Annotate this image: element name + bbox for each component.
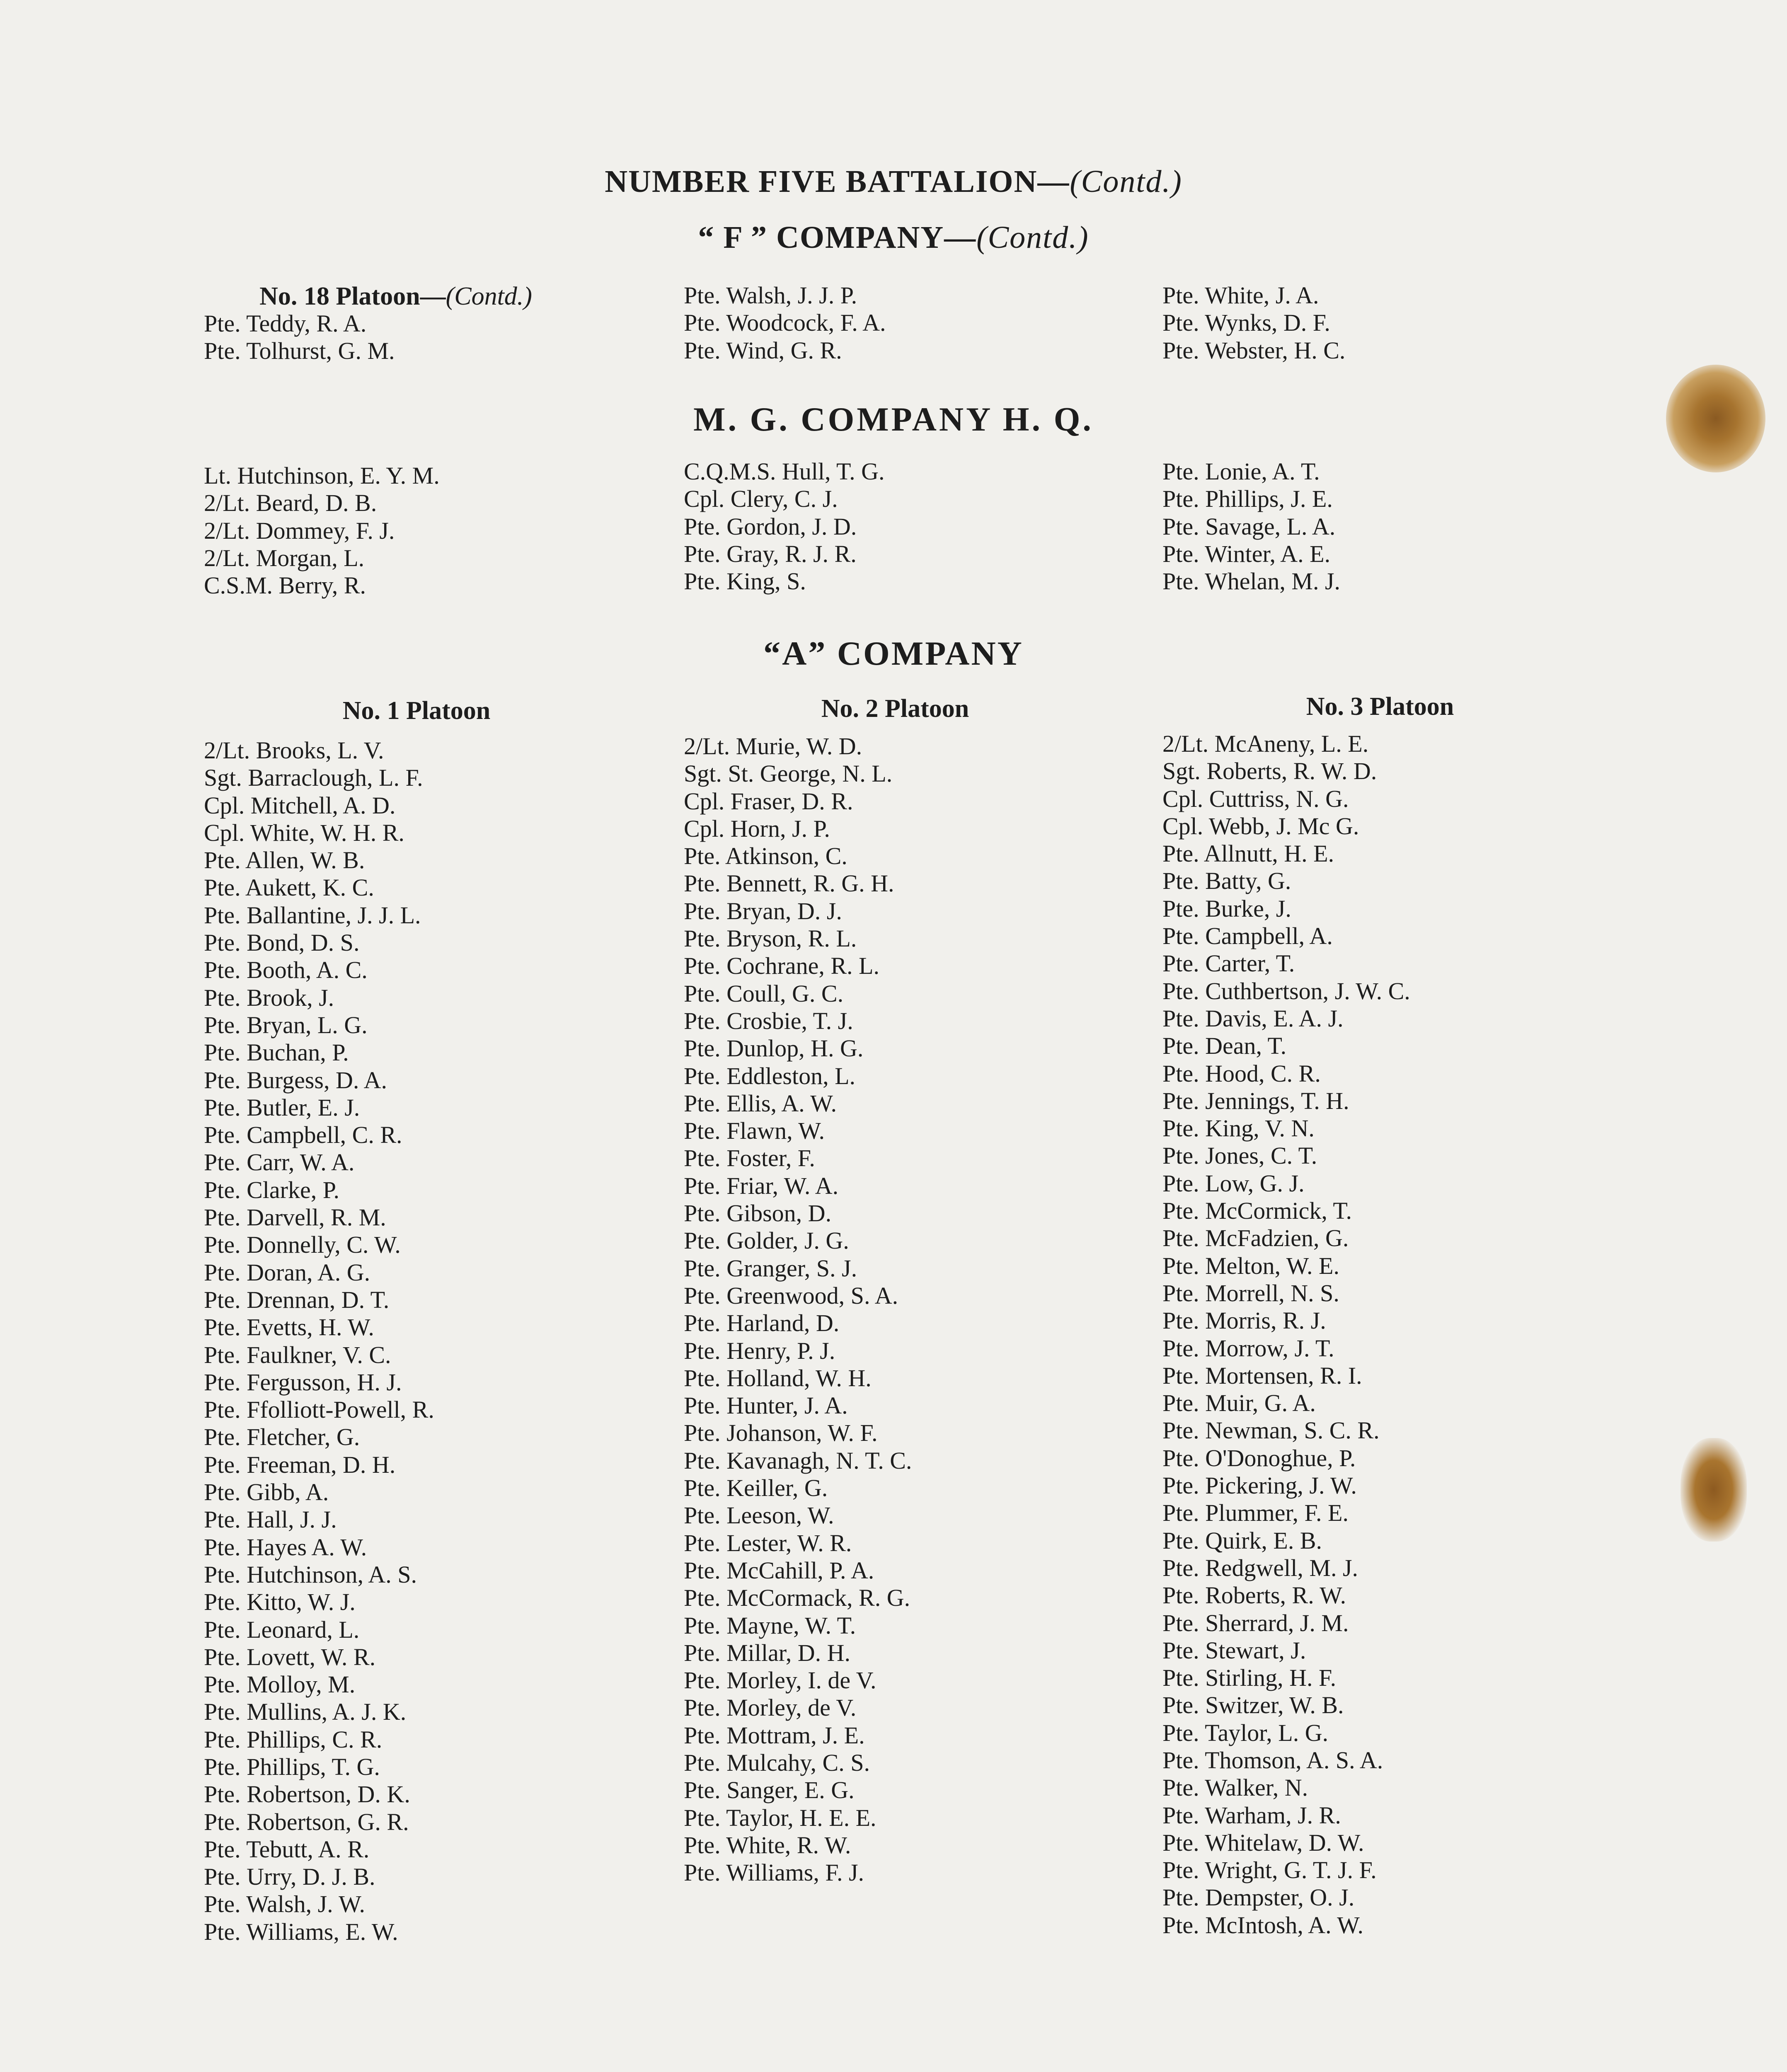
f-company-col1: [204, 310, 395, 365]
roster-entry: Cpl. Cuttriss, N. G.: [1162, 785, 1349, 812]
roster-entry: Pte. Butler, E. J.: [204, 1094, 360, 1121]
roster-entry: Sgt. Roberts, R. W. D.: [1162, 758, 1377, 785]
roster-entry: Pte. Melton, W. E.: [1162, 1252, 1339, 1279]
platoon-2-title: No. 2 Platoon: [821, 695, 969, 723]
roster-entry: Pte. White, R. W.: [684, 1831, 851, 1859]
mg-company-title: M. G. COMPANY H. Q.: [693, 400, 1094, 438]
roster-entry: Pte. Pickering, J. W.: [1162, 1472, 1357, 1499]
roster-entry: Pte. Aukett, K. C.: [204, 874, 374, 901]
roster-entry: Pte. Flawn, W.: [684, 1117, 825, 1145]
roster-entry: Pte. Foster, F.: [684, 1145, 815, 1172]
roster-entry: Pte. Atkinson, C.: [684, 842, 847, 870]
roster-entry: Pte. Gray, R. J. R.: [684, 540, 857, 567]
f-company-col2: [684, 282, 886, 364]
roster-entry: Pte. Whelan, M. J.: [1162, 568, 1341, 595]
roster-entry: Cpl. White, W. H. R.: [204, 819, 404, 846]
roster-entry: 2/Lt. Morgan, L.: [204, 544, 365, 571]
roster-entry: Lt. Hutchinson, E. Y. M.: [204, 462, 440, 489]
roster-entry: Pte. Mottram, J. E.: [684, 1721, 865, 1749]
roster-entry: Pte. Cochrane, R. L.: [684, 952, 879, 980]
roster-entry: Pte. White, J. A.: [1162, 282, 1319, 309]
roster-entry: Pte. Dunlop, H. G.: [684, 1035, 864, 1062]
roster-entry: Cpl. Fraser, D. R.: [684, 787, 853, 815]
roster-entry: Cpl. Mitchell, A. D.: [204, 792, 396, 819]
roster-entry: Pte. Davis, E. A. J.: [1162, 1005, 1344, 1032]
battalion-contd: (Contd.): [1070, 164, 1182, 199]
platoon-3-list: [1162, 730, 1410, 1939]
roster-entry: Cpl. Horn, J. P.: [684, 815, 830, 842]
roster-entry: Pte. Winter, A. E.: [1162, 540, 1331, 567]
roster-entry: Pte. Ffolliott-Powell, R.: [204, 1396, 434, 1423]
roster-entry: Pte. Fergusson, H. J.: [204, 1368, 402, 1396]
roster-entry: Pte. Keiller, G.: [684, 1474, 828, 1502]
roster-entry: Pte. King, S.: [684, 568, 806, 595]
roster-entry: Pte. Lester, W. R.: [684, 1529, 852, 1556]
roster-entry: Pte. Morrell, N. S.: [1162, 1279, 1339, 1307]
roster-entry: Sgt. Barraclough, L. F.: [204, 764, 423, 792]
roster-entry: Pte. Taylor, L. G.: [1162, 1719, 1329, 1746]
roster-entry: Pte. McFadzien, G.: [1162, 1225, 1349, 1252]
roster-entry: Pte. Buchan, P.: [204, 1039, 349, 1066]
roster-entry: Pte. Lovett, W. R.: [204, 1643, 376, 1670]
roster-entry: Pte. Walker, N.: [1162, 1774, 1308, 1801]
roster-entry: Pte. Drennan, D. T.: [204, 1286, 390, 1313]
roster-entry: Pte. Webster, H. C.: [1162, 336, 1346, 364]
roster-entry: Pte. Stirling, H. F.: [1162, 1664, 1337, 1692]
roster-entry: Cpl. Webb, J. Mc G.: [1162, 812, 1359, 840]
roster-entry: Pte. Redgwell, M. J.: [1162, 1554, 1358, 1581]
roster-entry: C.S.M. Berry, R.: [204, 572, 366, 599]
roster-entry: Pte. Johanson, W. F.: [684, 1419, 878, 1447]
roster-entry: Pte. Campbell, A.: [1162, 922, 1333, 950]
roster-entry: Pte. Hunter, J. A.: [684, 1392, 848, 1419]
roster-entry: Pte. Faulkner, V. C.: [204, 1341, 391, 1368]
roster-entry: Pte. Wynks, D. F.: [1162, 309, 1330, 336]
roster-entry: Pte. Robertson, D. K.: [204, 1781, 410, 1808]
mg-company-col2: [684, 458, 884, 595]
roster-entry: Pte. Savage, L. A.: [1162, 513, 1336, 540]
battalion-title: [0, 164, 1787, 200]
roster-entry: Pte. Granger, S. J.: [684, 1254, 857, 1282]
roster-entry: Pte. Dempster, O. J.: [1162, 1884, 1355, 1911]
roster-entry: 2/Lt. Brooks, L. V.: [204, 737, 384, 764]
roster-entry: Pte. Allnutt, H. E.: [1162, 840, 1334, 867]
platoon-2-list: [684, 733, 912, 1886]
roster-entry: Pte. Eddleston, L.: [684, 1062, 856, 1089]
roster-entry: Pte. Millar, D. H.: [684, 1639, 851, 1666]
roster-entry: Pte. Morrow, J. T.: [1162, 1334, 1334, 1362]
roster-entry: Pte. Bond, D. S.: [204, 929, 360, 956]
roster-entry: Pte. Robertson, G. R.: [204, 1808, 409, 1835]
roster-entry: Pte. Coull, G. C.: [684, 980, 844, 1007]
roster-entry: Pte. Tebutt, A. R.: [204, 1835, 370, 1863]
roster-entry: Pte. Hood, C. R.: [1162, 1060, 1321, 1087]
roster-entry: Pte. Jones, C. T.: [1162, 1142, 1317, 1169]
roster-entry: 2/Lt. Dommey, F. J.: [204, 517, 395, 544]
roster-entry: Pte. Carr, W. A.: [204, 1149, 355, 1176]
roster-entry: Pte. O'Donoghue, P.: [1162, 1444, 1356, 1472]
roster-entry: Pte. Mayne, W. T.: [684, 1612, 856, 1639]
roster-entry: Pte. Bennett, R. G. H.: [684, 870, 894, 897]
roster-entry: Pte. Gibb, A.: [204, 1479, 329, 1506]
roster-entry: Pte. Gibson, D.: [684, 1200, 832, 1227]
roster-entry: Pte. Tolhurst, G. M.: [204, 337, 395, 365]
roster-entry: Pte. Freeman, D. H.: [204, 1451, 396, 1478]
roster-entry: Pte. Hutchinson, A. S.: [204, 1561, 417, 1588]
roster-entry: Pte. Mulcahy, C. S.: [684, 1749, 870, 1776]
roster-entry: 2/Lt. Beard, D. B.: [204, 489, 377, 517]
roster-entry: Pte. Woodcock, F. A.: [684, 309, 886, 336]
roster-entry: Pte. Bryson, R. L.: [684, 925, 857, 952]
roster-entry: Pte. Whitelaw, D. W.: [1162, 1829, 1364, 1856]
roster-entry: Pte. Burke, J.: [1162, 895, 1291, 922]
roster-entry: Pte. Wind, G. R.: [684, 336, 842, 364]
battalion-title-text: NUMBER FIVE BATTALION—: [605, 164, 1070, 199]
roster-entry: Pte. Newman, S. C. R.: [1162, 1417, 1380, 1444]
roster-entry: Pte. Quirk, E. B.: [1162, 1527, 1322, 1554]
roster-entry: Pte. Leonard, L.: [204, 1616, 360, 1643]
platoon-18-title-text: No. 18 Platoon—: [259, 282, 446, 310]
roster-entry: Pte. Cuthbertson, J. W. C.: [1162, 977, 1410, 1005]
roster-entry: Pte. Hall, J. J.: [204, 1506, 337, 1533]
platoon-1-list: [204, 737, 434, 1946]
roster-entry: Pte. Walsh, J. J. P.: [684, 282, 857, 309]
mg-company-col1: [204, 462, 440, 599]
roster-entry: Pte. Hayes A. W.: [204, 1533, 367, 1561]
roster-entry: Pte. Jennings, T. H.: [1162, 1087, 1349, 1114]
roster-entry: Pte. Doran, A. G.: [204, 1259, 370, 1286]
a-company-title: “A” COMPANY: [763, 634, 1024, 672]
roster-entry: Pte. Morley, de V.: [684, 1694, 857, 1721]
roster-entry: Pte. Allen, W. B.: [204, 847, 365, 874]
roster-entry: Pte. Brook, J.: [204, 984, 334, 1011]
roster-entry: Pte. McCormick, T.: [1162, 1197, 1352, 1225]
f-company-title-text: “ F ” COMPANY—: [698, 220, 977, 255]
roster-entry: Pte. Switzer, W. B.: [1162, 1692, 1344, 1719]
roster-entry: Pte. Kitto, W. J.: [204, 1588, 356, 1616]
roster-entry: Pte. Roberts, R. W.: [1162, 1582, 1346, 1609]
roster-entry: Pte. Harland, D.: [684, 1310, 840, 1337]
roster-entry: Pte. Darvell, R. M.: [204, 1204, 386, 1231]
roster-entry: Pte. Fletcher, G.: [204, 1423, 360, 1451]
roster-entry: Pte. Mullins, A. J. K.: [204, 1698, 407, 1726]
roster-entry: Pte. Teddy, R. A.: [204, 310, 367, 337]
mg-company-col3: [1162, 458, 1340, 595]
roster-entry: Pte. Williams, F. J.: [684, 1859, 864, 1886]
roster-entry: Pte. Molloy, M.: [204, 1671, 356, 1698]
roster-entry: Pte. Muir, G. A.: [1162, 1389, 1316, 1417]
roster-entry: Pte. McCormack, R. G.: [684, 1584, 910, 1612]
roster-entry: Pte. Low, G. J.: [1162, 1169, 1305, 1197]
roster-entry: Pte. McCahill, P. A.: [684, 1556, 874, 1584]
roster-entry: Pte. Sherrard, J. M.: [1162, 1609, 1349, 1636]
roster-entry: Pte. Williams, E. W.: [204, 1918, 398, 1945]
roster-entry: 2/Lt. McAneny, L. E.: [1162, 730, 1369, 757]
platoon-1-title: No. 1 Platoon: [342, 697, 491, 725]
roster-entry: Pte. Stewart, J.: [1162, 1636, 1306, 1664]
roster-entry: Pte. Urry, D. J. B.: [204, 1863, 375, 1890]
roster-entry: Pte. Walsh, J. W.: [204, 1890, 366, 1918]
roster-entry: Pte. Wright, G. T. J. F.: [1162, 1857, 1377, 1884]
roster-entry: Pte. Donnelly, C. W.: [204, 1231, 401, 1259]
roster-entry: Pte. Phillips, J. E.: [1162, 485, 1333, 513]
roster-entry: Cpl. Clery, C. J.: [684, 485, 838, 513]
roster-entry: Pte. Morris, R. J.: [1162, 1307, 1326, 1334]
roster-entry: Pte. Thomson, A. S. A.: [1162, 1746, 1383, 1774]
platoon-18-title: [209, 282, 582, 311]
roster-entry: Pte. Golder, J. G.: [684, 1227, 849, 1254]
roster-entry: Pte. Clarke, P.: [204, 1176, 340, 1203]
roster-entry: Pte. Batty, G.: [1162, 867, 1291, 895]
roster-entry: Pte. Kavanagh, N. T. C.: [684, 1447, 912, 1474]
roster-entry: Pte. Henry, P. J.: [684, 1337, 835, 1364]
roster-entry: Pte. Phillips, T. G.: [204, 1753, 380, 1780]
roster-entry: Pte. Dean, T.: [1162, 1032, 1287, 1060]
roster-entry: Pte. Warham, J. R.: [1162, 1801, 1341, 1829]
roster-entry: 2/Lt. Murie, W. D.: [684, 733, 862, 760]
roster-entry: Pte. Burgess, D. A.: [204, 1066, 387, 1094]
roster-entry: Pte. Friar, W. A.: [684, 1172, 839, 1199]
roster-entry: Pte. Gordon, J. D.: [684, 513, 857, 540]
f-company-contd: (Contd.): [976, 220, 1089, 255]
roster-entry: Pte. Greenwood, S. A.: [684, 1282, 898, 1309]
roster-entry: Pte. Mortensen, R. I.: [1162, 1362, 1362, 1389]
roster-entry: Pte. Sanger, E. G.: [684, 1777, 855, 1804]
roster-entry: Pte. Leeson, W.: [684, 1502, 834, 1529]
roster-entry: Pte. Phillips, C. R.: [204, 1726, 383, 1753]
roster-entry: Pte. Bryan, D. J.: [684, 897, 842, 925]
roster-entry: Pte. Booth, A. C.: [204, 956, 368, 984]
roster-entry: Pte. Morley, I. de V.: [684, 1667, 877, 1694]
platoon-18-contd: (Contd.): [446, 282, 532, 310]
roster-entry: Pte. Crosbie, T. J.: [684, 1007, 853, 1034]
roster-entry: Pte. Carter, T.: [1162, 950, 1295, 977]
f-company-col3: [1162, 282, 1345, 364]
roster-entry: Pte. Ballantine, J. J. L.: [204, 901, 421, 929]
roster-entry: Pte. King, V. N.: [1162, 1115, 1315, 1142]
roster-entry: Pte. McIntosh, A. W.: [1162, 1911, 1363, 1939]
roster-entry: Sgt. St. George, N. L.: [684, 760, 893, 787]
roster-entry: Pte. Lonie, A. T.: [1162, 458, 1320, 485]
platoon-3-title: No. 3 Platoon: [1306, 692, 1454, 721]
roster-entry: Pte. Ellis, A. W.: [684, 1089, 837, 1117]
roster-entry: Pte. Holland, W. H.: [684, 1364, 872, 1392]
roster-entry: Pte. Taylor, H. E. E.: [684, 1804, 877, 1831]
roster-entry: Pte. Plummer, F. E.: [1162, 1499, 1349, 1527]
roster-entry: Pte. Evetts, H. W.: [204, 1314, 374, 1341]
roster-entry: Pte. Bryan, L. G.: [204, 1011, 368, 1038]
foxing-stain: [1680, 1438, 1747, 1542]
roster-entry: C.Q.M.S. Hull, T. G.: [684, 458, 885, 485]
roster-entry: Pte. Campbell, C. R.: [204, 1121, 402, 1149]
f-company-title: [0, 220, 1787, 256]
